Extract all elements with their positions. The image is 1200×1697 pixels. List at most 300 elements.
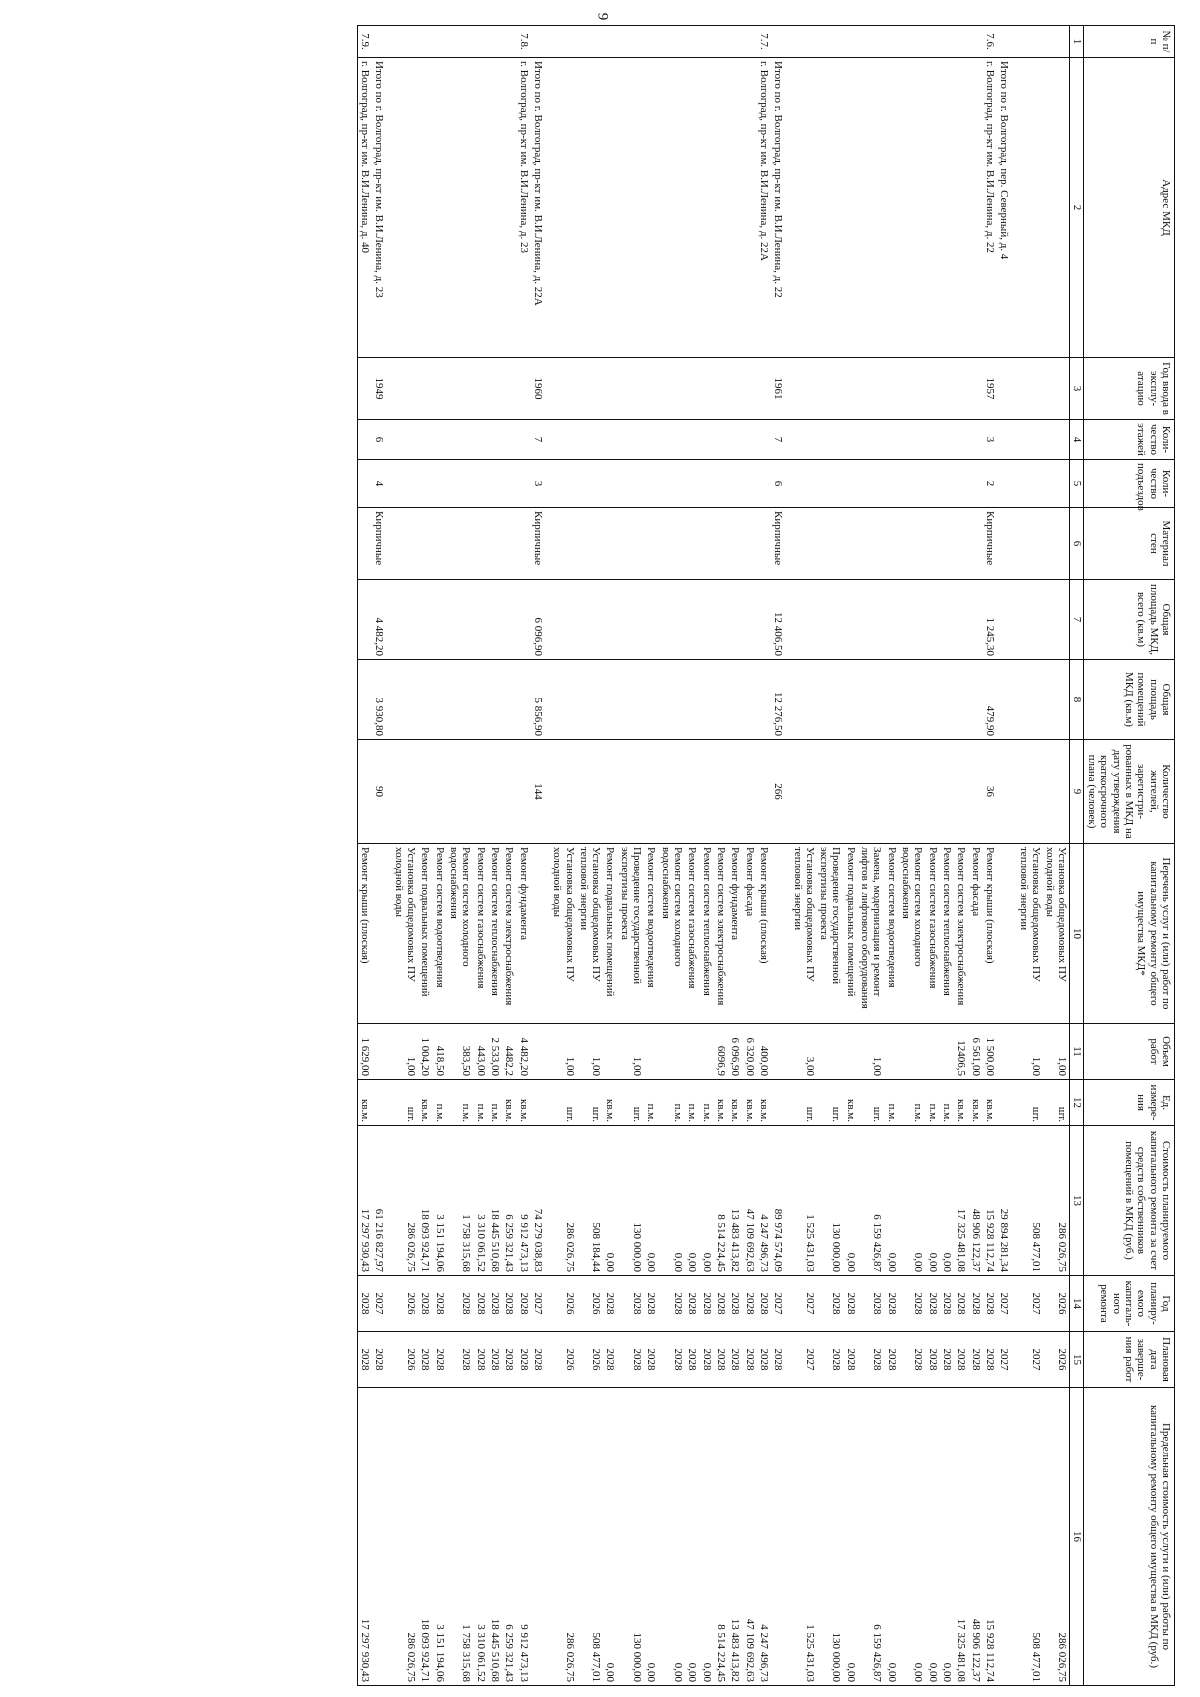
premises-area-cell bbox=[899, 660, 926, 740]
planned-year-cell: 2028 bbox=[603, 1276, 617, 1332]
planned-year-cell: 2028 bbox=[884, 1276, 898, 1332]
unit-cell: п.м. bbox=[473, 1080, 487, 1126]
planned-cost-cell: 130 000,00 bbox=[618, 1126, 645, 1276]
limit-cost-cell: 3 151 194,06 bbox=[432, 1388, 446, 1686]
total-area-cell bbox=[884, 580, 898, 660]
entrances-cell: 2 bbox=[983, 460, 997, 508]
premises-area-cell bbox=[644, 660, 658, 740]
wall-material-cell bbox=[925, 508, 939, 580]
volume-cell: 418,50 bbox=[432, 1024, 446, 1080]
planned-year-cell: 2026 bbox=[1043, 1276, 1070, 1332]
year-built-cell bbox=[473, 358, 487, 420]
work-item-cell: Ремонт систем водоотведения bbox=[432, 844, 446, 1024]
premises-area-cell bbox=[418, 660, 432, 740]
year-built-cell bbox=[577, 358, 604, 420]
premises-area-cell bbox=[699, 660, 713, 740]
planned-year-cell: 2028 bbox=[757, 1276, 771, 1332]
year-built-cell bbox=[884, 358, 898, 420]
floors-cell bbox=[618, 420, 645, 460]
planned-year-cell: 2028 bbox=[968, 1276, 982, 1332]
entrances-cell: 3 bbox=[531, 460, 550, 508]
volume-cell bbox=[844, 1024, 858, 1080]
volume-cell bbox=[997, 1024, 1016, 1080]
floors-cell bbox=[997, 420, 1016, 460]
column-number-16: 16 bbox=[1070, 1388, 1083, 1686]
volume-cell: 1,00 bbox=[577, 1024, 604, 1080]
planned-cost-cell: 0,00 bbox=[884, 1126, 898, 1276]
entrances-cell bbox=[884, 460, 898, 508]
floors-cell bbox=[858, 420, 885, 460]
row-number-cell bbox=[577, 26, 604, 58]
floors-cell: 3 bbox=[983, 420, 997, 460]
completion-date-cell: 2028 bbox=[372, 1332, 391, 1388]
year-built-cell bbox=[502, 358, 516, 420]
address-cell: Итого по г. Волгоград, пр-кт им. В.И.Ленина, д. 23 bbox=[372, 58, 391, 358]
volume-cell: 3,00 bbox=[790, 1024, 817, 1080]
residents-cell bbox=[658, 740, 685, 844]
address-cell bbox=[817, 58, 844, 358]
wall-material-cell bbox=[550, 508, 577, 580]
wall-material-cell bbox=[488, 508, 502, 580]
residents-cell bbox=[618, 740, 645, 844]
planned-cost-cell: 29 894 281,34 bbox=[997, 1126, 1016, 1276]
year-built-cell bbox=[516, 358, 530, 420]
total-row bbox=[372, 26, 391, 1686]
premises-area-cell bbox=[742, 660, 756, 740]
address-cell bbox=[618, 58, 645, 358]
total-area-cell bbox=[357, 580, 372, 660]
limit-cost-cell: 286 026,75 bbox=[392, 1388, 419, 1686]
floors-cell bbox=[685, 420, 699, 460]
entrances-cell bbox=[447, 460, 474, 508]
completion-date-cell: 2028 bbox=[983, 1332, 997, 1388]
floors-cell bbox=[447, 420, 474, 460]
planned-cost-cell: 3 151 194,06 bbox=[432, 1126, 446, 1276]
volume-cell bbox=[884, 1024, 898, 1080]
year-built-cell bbox=[844, 358, 858, 420]
header-row bbox=[1083, 26, 1174, 1686]
floors-cell bbox=[392, 420, 419, 460]
year-built-cell bbox=[658, 358, 685, 420]
planned-cost-cell: 8 514 224,45 bbox=[714, 1126, 728, 1276]
premises-area-cell bbox=[473, 660, 487, 740]
volume-cell: 4482,2 bbox=[502, 1024, 516, 1080]
planned-cost-cell: 15 928 112,74 bbox=[983, 1126, 997, 1276]
column-number-13: 13 bbox=[1070, 1126, 1083, 1276]
total-area-cell bbox=[968, 580, 982, 660]
total-area-cell: 6 096,90 bbox=[531, 580, 550, 660]
premises-area-cell bbox=[1016, 660, 1043, 740]
total-area-cell: 12 406,50 bbox=[771, 580, 790, 660]
entrances-cell bbox=[817, 460, 844, 508]
entrances-cell bbox=[516, 460, 530, 508]
row-number-cell: 7.8. bbox=[516, 26, 530, 58]
unit-cell: шт. bbox=[1016, 1080, 1043, 1126]
address-cell bbox=[1043, 58, 1070, 358]
floors-cell bbox=[603, 420, 617, 460]
work-item-cell: Ремонт фасада bbox=[968, 844, 982, 1024]
floors-cell bbox=[940, 420, 954, 460]
entrances-cell bbox=[488, 460, 502, 508]
unit-cell: шт. bbox=[1043, 1080, 1070, 1126]
volume-cell: 4 482,20 bbox=[516, 1024, 530, 1080]
premises-area-cell: 12 276,50 bbox=[771, 660, 790, 740]
planned-year-cell: 2028 bbox=[473, 1276, 487, 1332]
planned-cost-cell: 0,00 bbox=[925, 1126, 939, 1276]
table-row bbox=[714, 26, 728, 1686]
premises-area-cell bbox=[844, 660, 858, 740]
table-row bbox=[618, 26, 645, 1686]
table-row bbox=[516, 26, 530, 1686]
planned-cost-cell: 0,00 bbox=[644, 1126, 658, 1276]
wall-material-cell bbox=[685, 508, 699, 580]
floors-cell: 6 bbox=[372, 420, 391, 460]
unit-cell: кв.м. bbox=[516, 1080, 530, 1126]
premises-area-cell bbox=[817, 660, 844, 740]
table-row bbox=[954, 26, 968, 1686]
completion-date-cell: 2028 bbox=[858, 1332, 885, 1388]
unit-cell: п.м. bbox=[447, 1080, 474, 1126]
entrances-cell bbox=[618, 460, 645, 508]
address-cell bbox=[432, 58, 446, 358]
wall-material-cell bbox=[603, 508, 617, 580]
planned-cost-cell: 74 279 038,83 bbox=[531, 1126, 550, 1276]
completion-date-cell: 2028 bbox=[603, 1332, 617, 1388]
residents-cell bbox=[516, 740, 530, 844]
total-area-cell bbox=[644, 580, 658, 660]
premises-area-cell bbox=[714, 660, 728, 740]
entrances-cell bbox=[844, 460, 858, 508]
table-row bbox=[728, 26, 742, 1686]
completion-date-cell: 2028 bbox=[925, 1332, 939, 1388]
completion-date-cell: 2028 bbox=[618, 1332, 645, 1388]
year-built-cell bbox=[1016, 358, 1043, 420]
limit-cost-cell: 0,00 bbox=[658, 1388, 685, 1686]
year-built-cell bbox=[940, 358, 954, 420]
table-row bbox=[757, 26, 771, 1686]
premises-area-cell bbox=[757, 660, 771, 740]
repair-plan-table bbox=[357, 25, 1175, 1686]
address-cell bbox=[473, 58, 487, 358]
limit-cost-cell: 13 483 413,82 bbox=[728, 1388, 742, 1686]
unit-cell: п.м. bbox=[644, 1080, 658, 1126]
unit-cell bbox=[771, 1080, 790, 1126]
table-row bbox=[884, 26, 898, 1686]
wall-material-cell bbox=[742, 508, 756, 580]
entrances-cell bbox=[502, 460, 516, 508]
entrances-cell: 6 bbox=[771, 460, 790, 508]
column-header-3: Год ввода в эксплу-атацию bbox=[1083, 358, 1174, 420]
unit-cell: кв.м. bbox=[418, 1080, 432, 1126]
residents-cell bbox=[644, 740, 658, 844]
completion-date-cell: 2027 bbox=[1016, 1332, 1043, 1388]
total-area-cell: 1 245,30 bbox=[983, 580, 997, 660]
row-number-cell bbox=[997, 26, 1016, 58]
completion-date-cell: 2028 bbox=[658, 1332, 685, 1388]
floors-cell bbox=[884, 420, 898, 460]
entrances-cell bbox=[577, 460, 604, 508]
volume-cell: 1,00 bbox=[550, 1024, 577, 1080]
total-area-cell bbox=[577, 580, 604, 660]
work-item-cell: Ремонт крыши (плоская) bbox=[757, 844, 771, 1024]
address-cell: Итого по г. Волгоград, пр-кт им. В.И.Ленина, д. 22 bbox=[771, 58, 790, 358]
limit-cost-cell: 17 297 930,43 bbox=[357, 1388, 372, 1686]
unit-cell: п.м. bbox=[432, 1080, 446, 1126]
entrances-cell bbox=[699, 460, 713, 508]
column-number-9: 9 bbox=[1070, 740, 1083, 844]
row-number-cell bbox=[899, 26, 926, 58]
entrances-cell bbox=[1043, 460, 1070, 508]
row-number-cell bbox=[817, 26, 844, 58]
total-area-cell bbox=[1016, 580, 1043, 660]
row-number-cell bbox=[418, 26, 432, 58]
residents-cell bbox=[447, 740, 474, 844]
limit-cost-cell: 15 928 112,74 bbox=[983, 1388, 997, 1686]
address-cell bbox=[603, 58, 617, 358]
column-number-1: 1 bbox=[1070, 26, 1083, 58]
row-number-cell bbox=[790, 26, 817, 58]
table-row bbox=[699, 26, 713, 1686]
floors-cell bbox=[418, 420, 432, 460]
volume-cell: 2 533,00 bbox=[488, 1024, 502, 1080]
column-number-row bbox=[1070, 26, 1083, 1686]
premises-area-cell: 3 930,80 bbox=[372, 660, 391, 740]
total-area-cell bbox=[940, 580, 954, 660]
planned-year-cell: 2028 bbox=[699, 1276, 713, 1332]
table-row bbox=[925, 26, 939, 1686]
entrances-cell bbox=[473, 460, 487, 508]
entrances-cell bbox=[940, 460, 954, 508]
row-number-cell bbox=[968, 26, 982, 58]
wall-material-cell: Кирпичные bbox=[983, 508, 997, 580]
residents-cell bbox=[502, 740, 516, 844]
completion-date-cell: 2026 bbox=[577, 1332, 604, 1388]
planned-cost-cell: 17 325 481,08 bbox=[954, 1126, 968, 1276]
work-item-cell bbox=[372, 844, 391, 1024]
wall-material-cell bbox=[447, 508, 474, 580]
premises-area-cell bbox=[357, 660, 372, 740]
planned-year-cell: 2028 bbox=[844, 1276, 858, 1332]
address-cell bbox=[418, 58, 432, 358]
residents-cell bbox=[997, 740, 1016, 844]
completion-date-cell: 2028 bbox=[488, 1332, 502, 1388]
completion-date-cell: 2026 bbox=[550, 1332, 577, 1388]
completion-date-cell: 2028 bbox=[742, 1332, 756, 1388]
work-item-cell: Ремонт систем электроснабжения bbox=[502, 844, 516, 1024]
year-built-cell bbox=[618, 358, 645, 420]
limit-cost-cell: 0,00 bbox=[925, 1388, 939, 1686]
unit-cell bbox=[372, 1080, 391, 1126]
page-number: 9 bbox=[594, 12, 611, 21]
unit-cell: п.м. bbox=[884, 1080, 898, 1126]
unit-cell bbox=[531, 1080, 550, 1126]
row-number-cell bbox=[884, 26, 898, 58]
planned-year-cell: 2028 bbox=[618, 1276, 645, 1332]
residents-cell bbox=[473, 740, 487, 844]
planned-year-cell: 2028 bbox=[432, 1276, 446, 1332]
premises-area-cell bbox=[940, 660, 954, 740]
premises-area-cell bbox=[658, 660, 685, 740]
work-item-cell: Ремонт подвальных помещений bbox=[418, 844, 432, 1024]
column-header-16: Предельная стоимость услуги и (или) работы по капитальному ремонту общего имущества в МКД (руб.) bbox=[1083, 1388, 1174, 1686]
total-area-cell bbox=[790, 580, 817, 660]
premises-area-cell: 5 856,90 bbox=[531, 660, 550, 740]
planned-year-cell: 2028 bbox=[685, 1276, 699, 1332]
address-cell bbox=[1016, 58, 1043, 358]
premises-area-cell bbox=[550, 660, 577, 740]
residents-cell bbox=[550, 740, 577, 844]
floors-cell bbox=[899, 420, 926, 460]
planned-year-cell: 2027 bbox=[771, 1276, 790, 1332]
total-area-cell bbox=[618, 580, 645, 660]
address-cell: г. Волгоград, пр-кт им. В.И.Ленина, д. 40 bbox=[357, 58, 372, 358]
address-cell: г. Волгоград, пр-кт им. В.И.Ленина, д. 23 bbox=[516, 58, 530, 358]
floors-cell bbox=[502, 420, 516, 460]
planned-year-cell: 2028 bbox=[728, 1276, 742, 1332]
floors-cell bbox=[817, 420, 844, 460]
work-item-cell: Установка общедомовых ПУ холодной воды bbox=[550, 844, 577, 1024]
address-cell: г. Волгоград, пр-кт им. В.И.Ленина, д. 22А bbox=[757, 58, 771, 358]
completion-date-cell: 2028 bbox=[432, 1332, 446, 1388]
row-number-cell bbox=[550, 26, 577, 58]
volume-cell: 6 096,90 bbox=[728, 1024, 742, 1080]
floors-cell: 7 bbox=[531, 420, 550, 460]
address-cell bbox=[644, 58, 658, 358]
entrances-cell bbox=[418, 460, 432, 508]
row-number-cell bbox=[925, 26, 939, 58]
floors-cell bbox=[699, 420, 713, 460]
row-number-cell bbox=[447, 26, 474, 58]
column-number-10: 10 bbox=[1070, 844, 1083, 1024]
planned-year-cell: 2027 bbox=[997, 1276, 1016, 1332]
column-header-13: Стоимость планируемого капитального ремонта за счет средств собственников помещений в МКД (руб.) bbox=[1083, 1126, 1174, 1276]
limit-cost-cell: 0,00 bbox=[940, 1388, 954, 1686]
premises-area-cell bbox=[685, 660, 699, 740]
year-built-cell bbox=[644, 358, 658, 420]
column-number-6: 6 bbox=[1070, 508, 1083, 580]
planned-cost-cell: 0,00 bbox=[699, 1126, 713, 1276]
completion-date-cell: 2028 bbox=[357, 1332, 372, 1388]
limit-cost-cell: 3 310 061,52 bbox=[473, 1388, 487, 1686]
year-built-cell: 1960 bbox=[531, 358, 550, 420]
planned-cost-cell: 0,00 bbox=[603, 1126, 617, 1276]
entrances-cell bbox=[790, 460, 817, 508]
premises-area-cell bbox=[432, 660, 446, 740]
completion-date-cell: 2028 bbox=[884, 1332, 898, 1388]
row-number-cell bbox=[603, 26, 617, 58]
address-cell: г. Волгоград, пр-кт им. В.И.Ленина, д. 22 bbox=[983, 58, 997, 358]
floors-cell bbox=[925, 420, 939, 460]
unit-cell: кв.м. bbox=[954, 1080, 968, 1126]
address-cell bbox=[658, 58, 685, 358]
row-number-cell bbox=[728, 26, 742, 58]
volume-cell bbox=[603, 1024, 617, 1080]
floors-cell bbox=[714, 420, 728, 460]
floors-cell bbox=[1016, 420, 1043, 460]
limit-cost-cell: 17 325 481,08 bbox=[954, 1388, 968, 1686]
volume-cell bbox=[817, 1024, 844, 1080]
completion-date-cell: 2028 bbox=[418, 1332, 432, 1388]
year-built-cell bbox=[742, 358, 756, 420]
row-number-cell bbox=[432, 26, 446, 58]
planned-cost-cell: 4 247 496,73 bbox=[757, 1126, 771, 1276]
work-item-cell: Проведение государственной экспертизы проекта bbox=[817, 844, 844, 1024]
residents-cell: 36 bbox=[983, 740, 997, 844]
address-cell bbox=[728, 58, 742, 358]
entrances-cell bbox=[603, 460, 617, 508]
address-cell bbox=[392, 58, 419, 358]
completion-date-cell: 2028 bbox=[644, 1332, 658, 1388]
completion-date-cell: 2028 bbox=[447, 1332, 474, 1388]
unit-cell: шт. bbox=[392, 1080, 419, 1126]
completion-date-cell: 2028 bbox=[473, 1332, 487, 1388]
table-row bbox=[447, 26, 474, 1686]
work-item-cell: Ремонт систем водоотведения bbox=[884, 844, 898, 1024]
floors-cell bbox=[473, 420, 487, 460]
total-area-cell bbox=[658, 580, 685, 660]
residents-cell bbox=[790, 740, 817, 844]
entrances-cell bbox=[1016, 460, 1043, 508]
residents-cell: 266 bbox=[771, 740, 790, 844]
residents-cell bbox=[392, 740, 419, 844]
entrances-cell bbox=[997, 460, 1016, 508]
limit-cost-cell: 18 093 924,71 bbox=[418, 1388, 432, 1686]
total-area-cell bbox=[516, 580, 530, 660]
entrances-cell: 4 bbox=[372, 460, 391, 508]
total-area-cell bbox=[997, 580, 1016, 660]
volume-cell: 400,00 bbox=[757, 1024, 771, 1080]
entrances-cell bbox=[728, 460, 742, 508]
column-header-14: Год планиру-емого капиталь-ного ремонта bbox=[1083, 1276, 1174, 1332]
limit-cost-cell: 9 912 473,13 bbox=[516, 1388, 530, 1686]
year-built-cell bbox=[603, 358, 617, 420]
total-area-cell: 4 482,20 bbox=[372, 580, 391, 660]
entrances-cell bbox=[658, 460, 685, 508]
limit-cost-cell: 286 026,75 bbox=[550, 1388, 577, 1686]
column-number-5: 5 bbox=[1070, 460, 1083, 508]
table-row bbox=[473, 26, 487, 1686]
planned-year-cell: 2028 bbox=[447, 1276, 474, 1332]
wall-material-cell bbox=[884, 508, 898, 580]
year-built-cell bbox=[728, 358, 742, 420]
year-built-cell bbox=[858, 358, 885, 420]
total-area-cell bbox=[714, 580, 728, 660]
planned-year-cell: 2027 bbox=[531, 1276, 550, 1332]
volume-cell bbox=[685, 1024, 699, 1080]
premises-area-cell: 479,90 bbox=[983, 660, 997, 740]
limit-cost-cell bbox=[771, 1388, 790, 1686]
table-row bbox=[742, 26, 756, 1686]
wall-material-cell bbox=[968, 508, 982, 580]
planned-cost-cell: 6 159 426,87 bbox=[858, 1126, 885, 1276]
total-row bbox=[997, 26, 1016, 1686]
work-item-cell: Установка общедомовых ПУ холодной воды bbox=[1043, 844, 1070, 1024]
unit-cell: шт. bbox=[577, 1080, 604, 1126]
volume-cell: 1 500,00 bbox=[983, 1024, 997, 1080]
wall-material-cell bbox=[392, 508, 419, 580]
floors-cell bbox=[357, 420, 372, 460]
floors-cell bbox=[954, 420, 968, 460]
total-area-cell bbox=[742, 580, 756, 660]
work-item-cell: Ремонт систем газоснабжения bbox=[473, 844, 487, 1024]
address-cell bbox=[714, 58, 728, 358]
entrances-cell bbox=[714, 460, 728, 508]
year-built-cell bbox=[392, 358, 419, 420]
work-item-cell: Установка общедомовых ПУ тепловой энергии bbox=[577, 844, 604, 1024]
residents-cell bbox=[603, 740, 617, 844]
total-area-cell bbox=[473, 580, 487, 660]
unit-cell: кв.м. bbox=[844, 1080, 858, 1126]
